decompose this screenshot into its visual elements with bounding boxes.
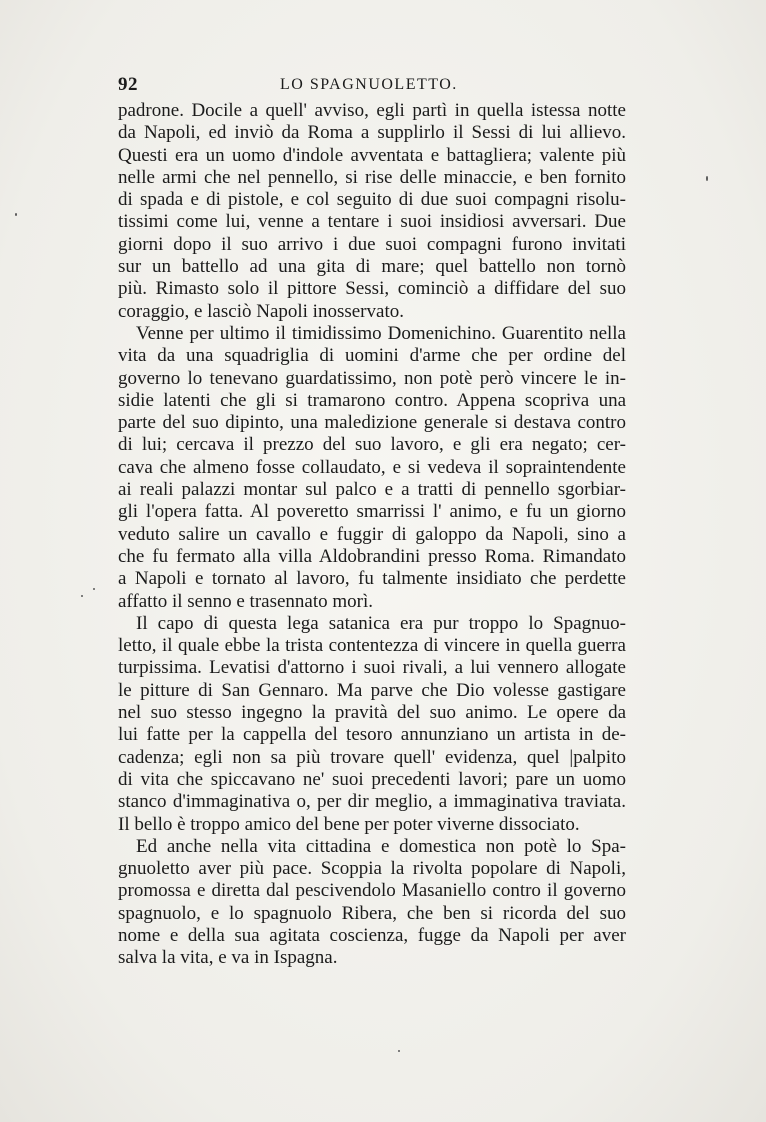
text-line: Ed anche nella vita cittadina e domestica non potè lo Spa- (136, 835, 626, 857)
text-line: di spada e di pistole, e col seguito di due suoi compagni risolu- (118, 189, 626, 211)
text-line: cadenza; egli non sa più trovare quell' evidenza, quel |palpito (118, 746, 626, 768)
text-line: da Napoli, ed inviò da Roma a supplirlo il Sessi di lui allievo. (118, 122, 626, 144)
paper-speck (93, 588, 95, 590)
text-line: spagnuolo, e lo spagnuolo Ribera, che ben si ricorda del suo (118, 902, 626, 924)
text-line: più. Rimasto solo il pittore Sessi, cominciò a diffidare del suo (118, 278, 626, 300)
text-line: giorni dopo il suo arrivo i due suoi compagni furono invitati (118, 233, 626, 255)
text-line: che fu fermato alla villa Aldobrandini presso Roma. Rimandato (118, 545, 626, 567)
text-line: cava che almeno fosse collaudato, e si vedeva il sopraintendente (118, 456, 626, 478)
text-line: gnuoletto aver più pace. Scoppia la rivolta popolare di Napoli, (118, 858, 626, 880)
paper-speck (706, 176, 708, 181)
body-text (118, 100, 626, 970)
running-title: LO SPAGNUOLETTO. (280, 76, 458, 93)
text-line: ai reali palazzi montar sul palco e a tratti di pennello sgorbiar- (118, 479, 626, 501)
text-line: letto, il quale ebbe la trista contentezza di vincere in quella guerra (118, 635, 626, 657)
text-line: gli l'opera fatta. Al poveretto smarrissi l' animo, e fu un giorno (118, 501, 626, 523)
text-line: veduto salire un cavallo e fuggir di galoppo da Napoli, sino a (118, 523, 626, 545)
text-line: Il capo di questa lega satanica era pur troppo lo Spagnuo- (136, 612, 626, 634)
text-line: nel suo stesso ingegno la pravità del suo animo. Le opere da (118, 702, 626, 724)
text-line: sur un battello ad una gita di mare; quel battello non tornò (118, 256, 626, 278)
text-line: turpissima. Levatisi d'attorno i suoi rivali, a lui vennero allogate (118, 657, 626, 679)
text-line: a Napoli e tornato al lavoro, fu talmente insidiato che perdette (118, 568, 626, 590)
text-line: nelle armi che nel pennello, si rise delle minaccie, e ben fornito (118, 166, 626, 188)
text-line: sidie latenti che gli si tramarono contro. Appena scopriva una (118, 389, 626, 411)
text-line: Questi era un uomo d'indole avventata e battagliera; valente più (118, 144, 626, 166)
page-number: 92 (118, 74, 138, 95)
text-line: affatto il senno e trasennato morì. (118, 590, 374, 612)
text-line: coraggio, e lasciò Napoli inosservato. (118, 300, 404, 322)
text-line: tissimi come lui, venne a tentare i suoi insidiosi avversari. Due (118, 211, 626, 233)
text-line: stanco d'immaginativa o, per dir meglio, a immaginativa traviata. (118, 791, 626, 813)
paragraph-3 (118, 613, 626, 836)
paper-speck (398, 1050, 400, 1052)
text-line: padrone. Docile a quell' avviso, egli partì in quella istessa notte (118, 100, 626, 121)
text-line: di vita che spiccavano ne' suoi precedenti lavori; pare un uomo (118, 768, 626, 790)
text-line: Venne per ultimo il timidissimo Domenichino. Guarentito nella (136, 322, 626, 344)
text-line: promossa e diretta dal pescivendolo Masaniello contro il governo (118, 880, 626, 902)
text-line: vita da una squadriglia di uomini d'arme che per ordine del (118, 345, 626, 367)
text-line: parte del suo dipinto, una maledizione generale si destava contro (118, 412, 626, 434)
paper-speck (15, 213, 17, 216)
paper-speck (81, 595, 83, 597)
text-line: nome e della sua agitata coscienza, fugge da Napoli per aver (118, 924, 626, 946)
text-line: governo lo tenevano guardatissimo, non potè però vincere le in- (118, 367, 626, 389)
paragraph-2 (118, 323, 626, 613)
text-line: lui fatte per la cappella del tesoro annunziano un artista in de- (118, 724, 626, 746)
paragraph-1 (118, 100, 626, 323)
text-line: di lui; cercava il prezzo del suo lavoro, e gli era negato; cer- (118, 434, 626, 456)
text-line: le pitture di San Gennaro. Ma parve che Dio volesse gastigare (118, 679, 626, 701)
text-line: salva la vita, e va in Ispagna. (118, 947, 338, 969)
page-header (118, 74, 624, 100)
text-line: Il bello è troppo amico del bene per poter viverne dissociato. (118, 813, 580, 835)
paragraph-4 (118, 836, 626, 970)
